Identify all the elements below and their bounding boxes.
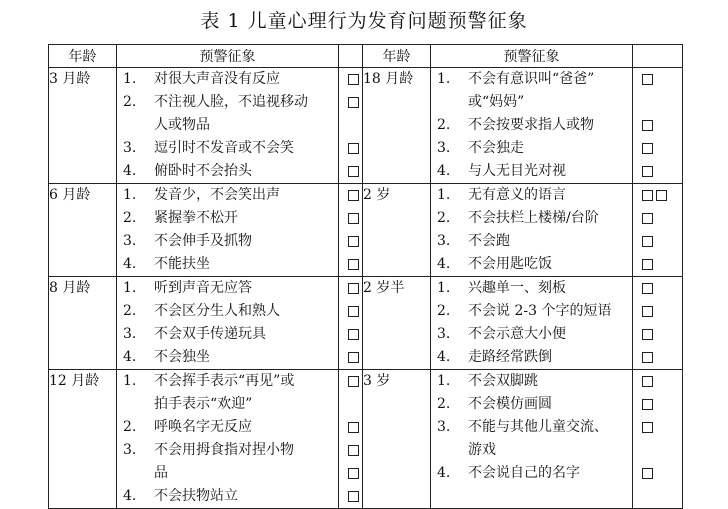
checkbox[interactable] [642,399,653,410]
item-number: 1. [437,187,451,203]
sign-text: 紧握拳不松开 [154,210,238,226]
checkbox-line [339,114,362,137]
checkbox-line [339,91,362,114]
checkbox-line [339,137,362,160]
item-number: 3. [437,419,451,435]
sign-line [117,184,338,207]
sign-line [117,370,338,393]
signs-cell [431,68,633,184]
checkbox-line [633,207,682,230]
checkbox-line [633,346,682,369]
checkbox-line [633,160,682,183]
item-number: 1. [437,280,451,296]
checkbox-cell [633,277,683,370]
checkbox-line [633,68,682,91]
sign-line [117,207,338,230]
checkbox[interactable] [642,259,653,270]
checkbox-line [633,91,682,114]
item-number: 1. [123,187,137,203]
sign-text: 不会用匙吃饭 [468,256,552,272]
sign-line [431,370,632,393]
sign-line [431,253,632,276]
age-cell: 2 岁 [363,184,431,277]
sign-text: 兴趣单一、刻板 [468,280,566,296]
checkbox-line [339,300,362,323]
sign-line [431,346,632,369]
checkbox-line [633,323,682,346]
sign-line [431,114,632,137]
sign-text: 不会扶栏上楼梯/台阶 [468,210,599,226]
checkbox-cell [339,68,363,184]
item-number: 2. [123,210,137,226]
header-age-right: 年龄 [363,45,431,68]
checkbox-cell [633,184,683,277]
item-number: 3. [437,326,451,342]
item-number: 3. [437,233,451,249]
checkbox-line [633,277,682,300]
checkbox[interactable] [642,74,653,85]
sign-text: 逗引时不发音或不会笑 [154,140,294,156]
checkbox-line [339,370,362,393]
checkbox[interactable] [642,329,653,340]
checkbox-line [339,416,362,439]
sign-text: 不会独走 [468,140,524,156]
item-number: 1. [123,280,137,296]
checkbox[interactable] [642,376,653,387]
signs-cell [117,68,339,184]
checkbox[interactable] [642,213,653,224]
age-group-row [49,370,683,509]
sign-line [117,253,338,276]
item-number: 4. [123,488,137,504]
age-group-row [49,68,683,184]
checkbox-line [633,462,682,485]
sign-line [117,160,338,183]
checkbox[interactable] [348,166,359,177]
checkbox-line [339,462,362,485]
sign-line [117,137,338,160]
warning-signs-table [48,44,683,509]
item-number: 2. [123,94,137,110]
checkbox-line [633,439,682,462]
checkbox-line [633,184,682,207]
sign-text: 不会用拇食指对捏小物 [154,442,294,458]
checkbox-line [339,485,362,508]
sign-line: 品 [154,465,168,481]
checkbox-cell [633,370,683,509]
checkbox[interactable] [348,468,359,479]
sign-text: 不会双脚跳 [468,373,538,389]
checkbox[interactable] [642,236,653,247]
age-cell: 3 月龄 [49,68,117,184]
sign-text: 发音少，不会笑出声 [154,187,280,203]
sign-line: 拍手表示“欢迎” [154,396,253,412]
sign-text: 不能与其他儿童交流、 [468,419,608,435]
sign-line [431,462,632,485]
sign-text: 不会说 2-3 个字的短语 [468,303,612,319]
sign-line [431,160,632,183]
checkbox-line [339,277,362,300]
checkbox[interactable] [348,352,359,363]
sign-text: 听到声音无应答 [154,280,252,296]
sign-text: 走路经常跌倒 [468,349,552,365]
checkbox[interactable] [348,491,359,502]
sign-line [431,184,632,207]
item-number: 2. [437,210,451,226]
header-signs-left: 预警征象 [117,45,339,68]
checkbox[interactable] [642,166,653,177]
item-number: 4. [123,163,137,179]
item-number: 3. [123,140,137,156]
item-number: 4. [123,349,137,365]
item-number: 4. [437,465,451,481]
sign-line [117,230,338,253]
checkbox[interactable] [348,329,359,340]
sign-text: 呼唤名字无反应 [154,419,252,435]
item-number: 4. [123,256,137,272]
sign-line [431,323,632,346]
age-group-row [49,277,683,370]
signs-cell [431,184,633,277]
sign-text: 不会双手传递玩具 [154,326,266,342]
item-number: 3. [123,442,137,458]
sign-text: 不会说自己的名字 [468,465,580,481]
sign-line [117,91,338,114]
checkbox-cell [633,68,683,184]
sign-text: 不会区分生人和熟人 [154,303,280,319]
sign-text: 不注视人脸，不追视移动 [154,94,308,110]
sign-line [117,300,338,323]
sign-text: 无有意义的语言 [468,187,566,203]
signs-cell [117,370,339,509]
checkbox-line [339,68,362,91]
sign-line [431,207,632,230]
checkbox[interactable] [348,259,359,270]
checkbox-cell [339,277,363,370]
sign-line [431,393,632,416]
sign-text: 不会模仿画圆 [468,396,552,412]
age-cell: 18 月龄 [363,68,431,184]
sign-line [117,439,338,462]
sign-text: 不会有意识叫“爸爸” [468,71,595,87]
checkbox[interactable] [642,190,653,201]
checkbox-line [633,416,682,439]
age-cell: 8 月龄 [49,277,117,370]
item-number: 2. [437,117,451,133]
sign-line: 人或物品 [154,117,210,133]
sign-line [117,346,338,369]
sign-text: 不会挥手表示“再见”或 [154,373,295,389]
checkbox[interactable] [348,74,359,85]
item-number: 3. [123,233,137,249]
sign-text: 不会伸手及抓物 [154,233,252,249]
item-number: 3. [123,326,137,342]
table-title: 表 1 儿童心理行为发育问题预警征象 [200,10,528,32]
item-number: 4. [437,349,451,365]
sign-line: 游戏 [468,442,496,458]
checkbox-line [339,253,362,276]
sign-line [431,277,632,300]
checkbox-line [339,184,362,207]
checkbox-cell [339,370,363,509]
header-check-left [339,45,363,68]
checkbox[interactable] [642,120,653,131]
sign-text: 俯卧时不会抬头 [154,163,252,179]
signs-cell [431,277,633,370]
checkbox[interactable] [642,468,653,479]
item-number: 3. [437,140,451,156]
signs-cell [117,277,339,370]
signs-cell [431,370,633,509]
sign-line [117,485,338,508]
checkbox[interactable] [656,190,667,201]
checkbox[interactable] [348,190,359,201]
sign-line [431,68,632,91]
checkbox[interactable] [348,422,359,433]
sign-line [431,137,632,160]
header-age-left: 年龄 [49,45,117,68]
checkbox[interactable] [642,352,653,363]
checkbox-line [633,230,682,253]
item-number: 4. [437,256,451,272]
sign-line [117,68,338,91]
checkbox[interactable] [348,283,359,294]
checkbox[interactable] [348,97,359,108]
checkbox-line [339,323,362,346]
item-number: 2. [123,419,137,435]
item-number: 1. [123,71,137,87]
sign-line [431,416,632,439]
age-cell: 6 月龄 [49,184,117,277]
checkbox-line [339,160,362,183]
checkbox-line [633,253,682,276]
checkbox-line [633,370,682,393]
item-number: 1. [123,373,137,389]
checkbox-line [633,114,682,137]
item-number: 1. [437,71,451,87]
sign-line [431,230,632,253]
age-group-row [49,184,683,277]
item-number: 2. [437,396,451,412]
sign-line [117,416,338,439]
checkbox-line [339,439,362,462]
checkbox-line [339,230,362,253]
item-number: 1. [437,373,451,389]
signs-cell [117,184,339,277]
header-signs-right: 预警征象 [431,45,633,68]
sign-line [431,300,632,323]
sign-text: 不能扶坐 [154,256,210,272]
checkbox-line [633,137,682,160]
sign-text: 不会扶物站立 [154,488,238,504]
checkbox[interactable] [642,422,653,433]
checkbox-line [633,393,682,416]
item-number: 2. [437,303,451,319]
sign-text: 与人无目光对视 [468,163,566,179]
checkbox[interactable] [642,143,653,154]
sign-line [117,323,338,346]
sign-line: 或“妈妈” [468,94,525,110]
checkbox[interactable] [642,283,653,294]
header-row [49,45,683,68]
checkbox-line [339,393,362,416]
sign-text: 不会跑 [468,233,510,249]
header-check-right [633,45,683,68]
checkbox[interactable] [348,306,359,317]
age-cell: 3 岁 [363,370,431,509]
item-number: 4. [437,163,451,179]
sign-line [117,277,338,300]
sign-text: 不会独坐 [154,349,210,365]
sign-text: 对很大声音没有反应 [154,71,280,87]
checkbox[interactable] [348,236,359,247]
checkbox[interactable] [348,445,359,456]
checkbox[interactable] [642,306,653,317]
checkbox-cell [339,184,363,277]
age-cell: 2 岁半 [363,277,431,370]
sign-text: 不会按要求指人或物 [468,117,594,133]
age-cell: 12 月龄 [49,370,117,509]
checkbox[interactable] [348,376,359,387]
checkbox-line [339,207,362,230]
checkbox[interactable] [348,143,359,154]
checkbox-line [633,300,682,323]
sign-text: 不会示意大小便 [468,326,566,342]
checkbox-line [339,346,362,369]
item-number: 2. [123,303,137,319]
checkbox[interactable] [348,213,359,224]
